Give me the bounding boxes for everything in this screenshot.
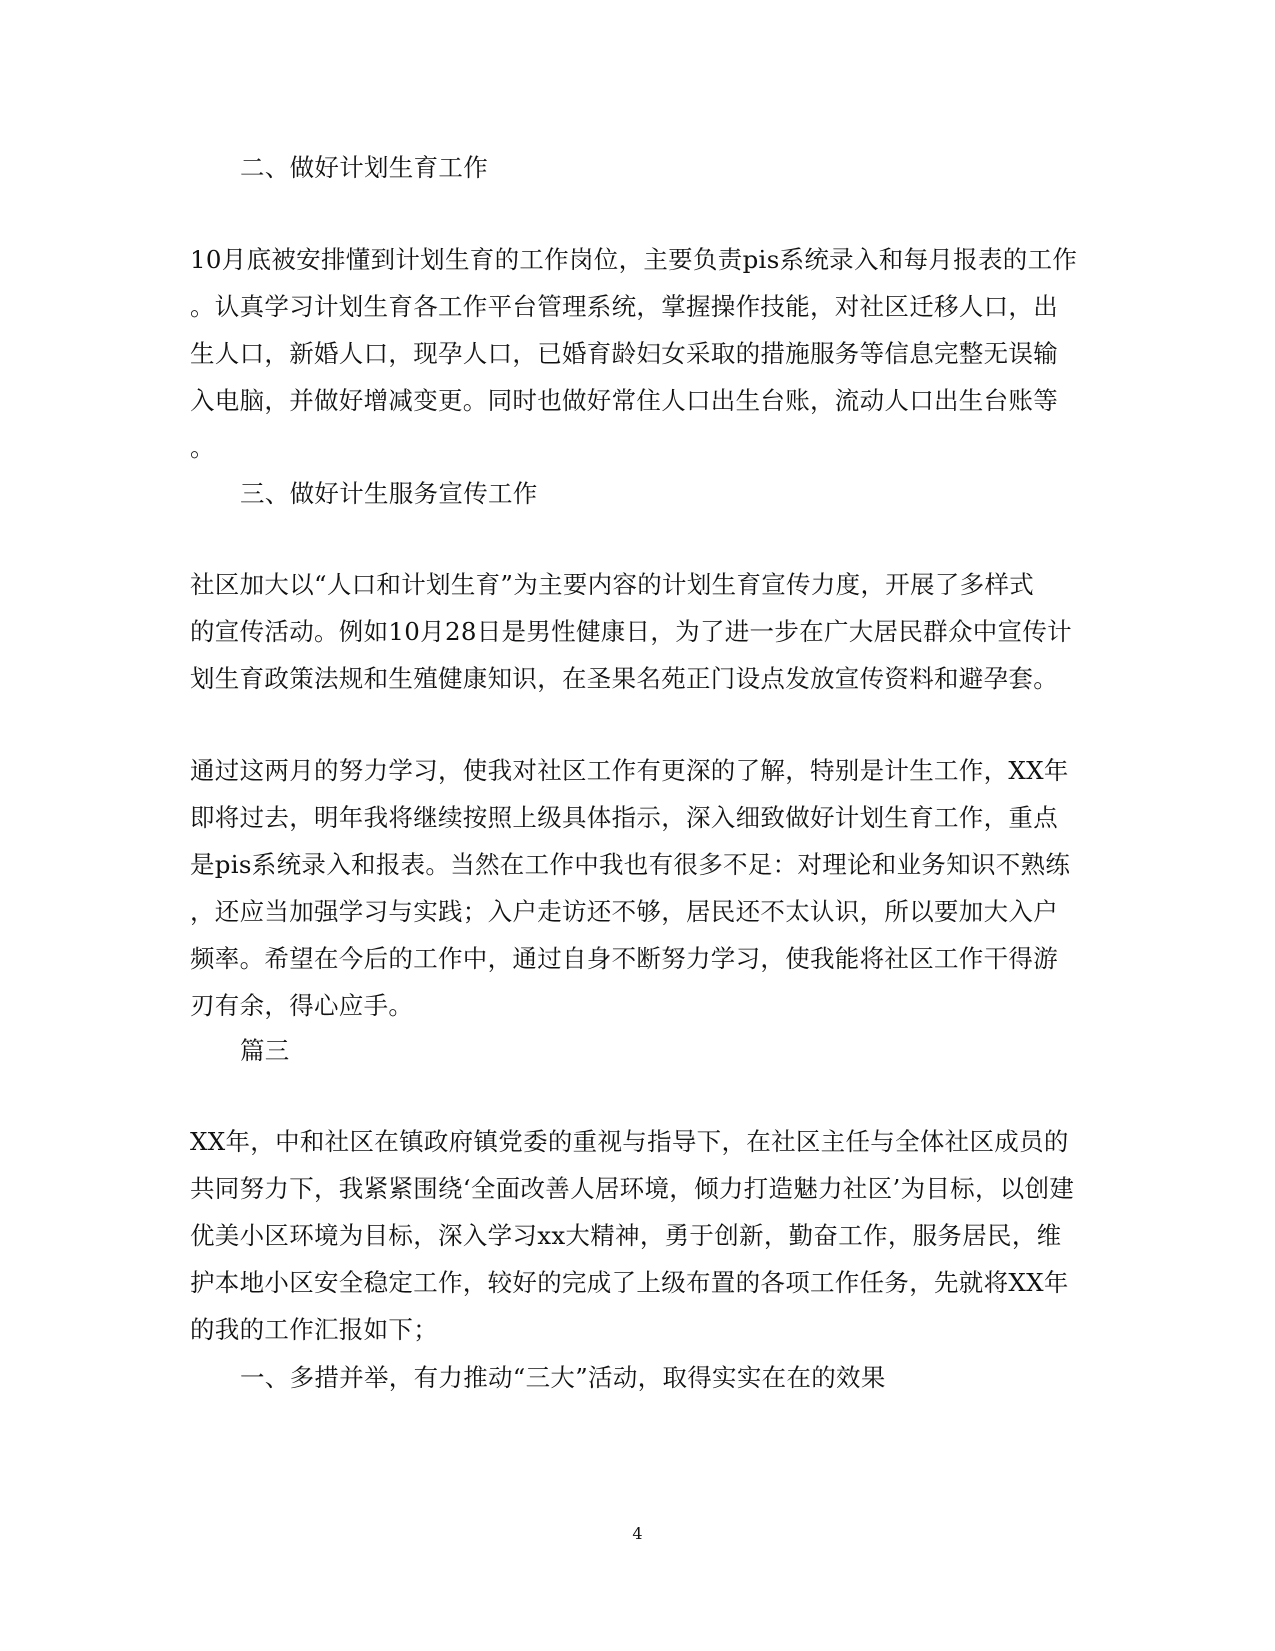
- section-heading: 二、做好计划生育工作: [240, 153, 488, 182]
- paragraph-line: 护本地小区安全稳定工作，较好的完成了上级布置的各项工作任务，先就将XX年: [190, 1268, 1069, 1297]
- paragraph-line: 社区加大以“人口和计划生育”为主要内容的计划生育宣传力度，开展了多样式: [190, 570, 1035, 599]
- section-heading: 一、多措并举，有力推动“三大”活动，取得实实在在的效果: [240, 1363, 886, 1392]
- section-heading: 三、做好计生服务宣传工作: [240, 479, 538, 508]
- paragraph-line: ，还应当加强学习与实践；入户走访还不够，居民还不太认识，所以要加大入户: [190, 897, 1058, 926]
- paragraph-line: 入电脑，并做好增减变更。同时也做好常住人口出生台账，流动人口出生台账等: [190, 386, 1058, 415]
- paragraph-line: 是pis系统录入和报表。当然在工作中我也有很多不足：对理论和业务知识不熟练: [190, 850, 1071, 879]
- paragraph-line: 。: [190, 433, 215, 462]
- paragraph-line: 频率。希望在今后的工作中，通过自身不断努力学习，使我能将社区工作干得游: [190, 944, 1058, 973]
- section-heading: 篇三: [240, 1036, 290, 1065]
- paragraph-line: XX年，中和社区在镇政府镇党委的重视与指导下，在社区主任与全体社区成员的: [190, 1127, 1069, 1156]
- paragraph-line: 的我的工作汇报如下；: [190, 1315, 438, 1344]
- paragraph-line: 10月底被安排懂到计划生育的工作岗位，主要负责pis系统录入和每月报表的工作: [190, 245, 1078, 274]
- paragraph-line: 划生育政策法规和生殖健康知识，在圣果名苑正门设点发放宣传资料和避孕套。: [190, 664, 1058, 693]
- paragraph-line: 生人口，新婚人口，现孕人口，已婚育龄妇女采取的措施服务等信息完整无误输: [190, 339, 1058, 368]
- paragraph-line: 即将过去，明年我将继续按照上级具体指示，深入细致做好计划生育工作，重点: [190, 803, 1058, 832]
- paragraph-line: 优美小区环境为目标，深入学习xx大精神，勇于创新，勤奋工作，服务居民，维: [190, 1221, 1062, 1250]
- paragraph-line: 通过这两月的努力学习，使我对社区工作有更深的了解，特别是计生工作，XX年: [190, 756, 1069, 785]
- paragraph-line: 刃有余，得心应手。: [190, 991, 414, 1020]
- paragraph-line: 。认真学习计划生育各工作平台管理系统，掌握操作技能，对社区迁移人口，出: [190, 292, 1058, 321]
- paragraph-line: 共同努力下，我紧紧围绕‘全面改善人居环境，倾力打造魅力社区’为目标，以创建: [190, 1174, 1075, 1203]
- page-number: 4: [632, 1524, 643, 1543]
- paragraph-line: 的宣传活动。例如10月28日是男性健康日，为了进一步在广大居民群众中宣传计: [190, 617, 1072, 646]
